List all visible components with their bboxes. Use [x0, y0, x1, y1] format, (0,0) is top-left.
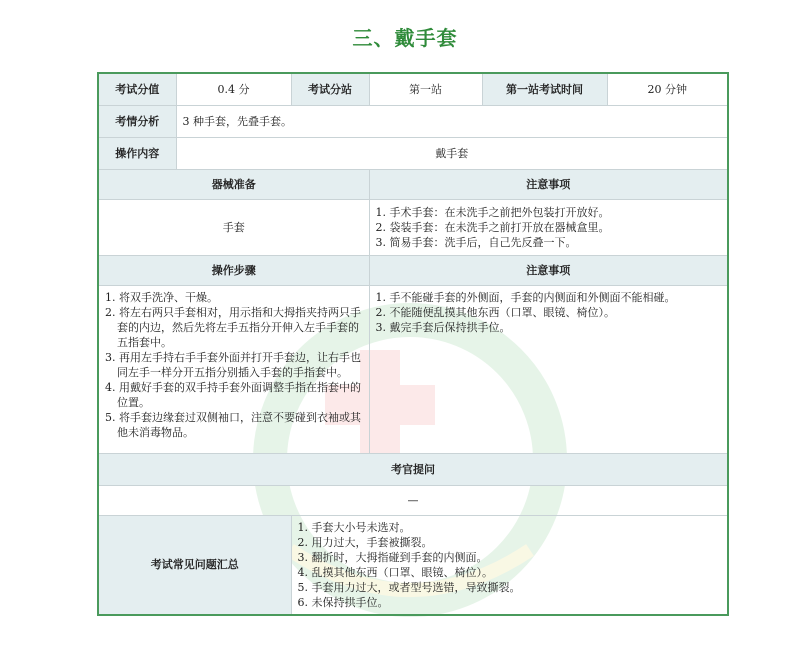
- examiner-header: 考官提问: [98, 453, 728, 485]
- list-item: 4. 乱摸其他东西（口罩、眼镜、椅位）。: [297, 565, 493, 579]
- steps-notes-header: 注意事项: [369, 255, 728, 285]
- equipment-header: 器械准备: [98, 169, 369, 199]
- equipment-notes: [369, 199, 728, 255]
- list-item: 5. 手套用力过大，或者型号选错，导致撕裂。: [297, 580, 521, 594]
- score-value: 0.4 分: [176, 73, 291, 105]
- list-item: 2. 不能随便乱摸其他东西（口罩、眼镜、椅位）。: [375, 305, 615, 319]
- score-label: 考试分值: [98, 73, 176, 105]
- time-label: 第一站考试时间: [482, 73, 607, 105]
- list-item: 6. 未保持拱手位。: [297, 595, 389, 609]
- list-item: 3. 再用左手持右手手套外面并打开手套边，让右手也同左手一样分开五指分别插入手套的手指套中。: [105, 350, 361, 379]
- list-item: 4. 用戴好手套的双手持手套外面调整手指在指套中的位置。: [105, 380, 361, 409]
- list-item: 3. 简易手套：洗手后，自己先反叠一下。: [375, 235, 577, 249]
- equipment-notes-header: 注意事项: [369, 169, 728, 199]
- page-title: 三、戴手套: [352, 26, 458, 50]
- list-item: 1. 将双手洗净、干燥。: [105, 290, 218, 304]
- list-item: 2. 将左右两只手套相对，用示指和大拇指夹持两只手套的内边，然后先将左手五指分开伸入左手手套的五指套中。: [105, 305, 361, 349]
- content-text: 戴手套: [176, 137, 728, 169]
- analysis-text: 3 种手套，先叠手套。: [176, 105, 728, 137]
- list-item: 5. 将手套边缘套过双侧袖口，注意不要碰到衣袖或其他未消毒物品。: [105, 410, 361, 439]
- list-item: 2. 用力过大，手套被撕裂。: [297, 535, 433, 549]
- examiner-text: —: [98, 485, 728, 515]
- content-label: 操作内容: [98, 137, 176, 169]
- list-item: 1. 手套大小号未选对。: [297, 520, 411, 534]
- station-value: 第一站: [369, 73, 482, 105]
- list-item: 3. 戴完手套后保持拱手位。: [375, 320, 511, 334]
- steps-list: [98, 285, 369, 453]
- problems-list: [291, 515, 728, 615]
- steps-header: 操作步骤: [98, 255, 369, 285]
- equipment-item: 手套: [98, 199, 369, 255]
- list-item: 1. 手术手套：在未洗手之前把外包装打开放好。: [375, 205, 610, 219]
- steps-notes: [369, 285, 728, 453]
- problems-label: 考试常见问题汇总: [98, 515, 291, 615]
- station-label: 考试分站: [291, 73, 369, 105]
- analysis-label: 考情分析: [98, 105, 176, 137]
- list-item: 2. 袋装手套：在未洗手之前打开放在器械盒里。: [375, 220, 610, 234]
- time-value: 20 分钟: [607, 73, 728, 105]
- exam-table: [97, 72, 729, 616]
- list-item: 1. 手不能碰手套的外侧面，手套的内侧面和外侧面不能相碰。: [375, 290, 676, 304]
- list-item: 3. 翻折时，大拇指碰到手套的内侧面。: [297, 550, 488, 564]
